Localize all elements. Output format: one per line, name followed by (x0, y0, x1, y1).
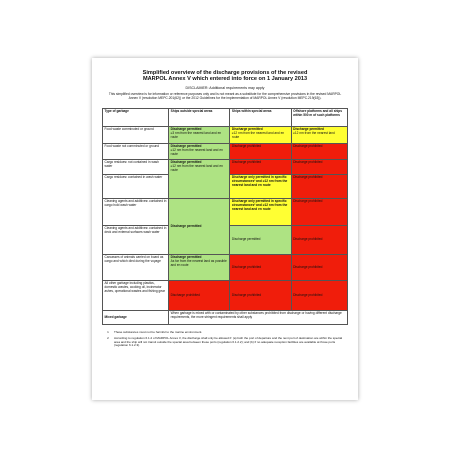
cell-outside: Discharge permitted ≥12 nm from the nearest land and en route (169, 160, 230, 199)
cell-outside: Discharge permitted ≥3 nm from the nearest land and en route (169, 127, 230, 144)
row-label: Mixed garbage (103, 311, 169, 325)
cell-offshore: Discharge prohibited (291, 199, 347, 226)
cell-outside: Discharge permitted ≥12 nm from the nearest land and en route (169, 144, 230, 160)
cell-within: Discharge permitted (230, 226, 291, 255)
footnote: 1 These substances must not be harmful to the marine environment. (107, 330, 203, 334)
title-line-1: Simplified overview of the discharge provisions of the revised (142, 70, 308, 76)
row-label: Cleaning agents and additives¹ contained in cargo hold wash water (103, 199, 169, 226)
table-row-mixed (103, 311, 348, 325)
title-line-2: MARPOL Annex V which entered into force on 1 January 2013 (142, 76, 308, 83)
cell-within: Discharge prohibited (230, 255, 291, 281)
row-label: Cargo residues¹ not contained in wash water (103, 160, 169, 175)
row-label: Cleaning agents and additives¹ contained in deck and external surfaces wash water (103, 226, 169, 255)
table-row (103, 144, 348, 160)
header-outside: Ships outside special areas (169, 109, 230, 127)
header-offshore: Offshore platforms and all ships within 500 m of such platforms (291, 109, 347, 127)
cell-offshore: Discharge prohibited (291, 255, 347, 281)
cell-offshore: Discharge prohibited (291, 160, 347, 175)
document-page (92, 58, 358, 400)
cell-outside: Discharge prohibited (169, 281, 230, 311)
mixed-garbage-text: When garbage is mixed with or contaminated by other substances prohibited from discharge or having different discharge requirements, the more stringent requirements shall apply (169, 311, 348, 325)
cell-within: Discharge only permitted in specific circumstances² and ≥12 nm from the nearest land and en route (230, 199, 291, 226)
row-label: Food waste not comminuted or ground (103, 144, 169, 160)
cell-offshore: Discharge prohibited (291, 144, 347, 160)
header-type: Type of garbage (103, 109, 169, 127)
cell-offshore: Discharge permitted ≥12 nm from the nearest land (291, 127, 347, 144)
row-label: Food waste comminuted or ground (103, 127, 169, 144)
table-row (103, 127, 348, 144)
cell-offshore: Discharge prohibited (291, 281, 347, 311)
cell-offshore: Discharge prohibited (291, 175, 347, 199)
row-label: Cargo residues¹ contained in wash water (103, 175, 169, 199)
discharge-table (102, 108, 348, 325)
footnote: 2 According to regulation 6.1.2 of MARPOL Annex V, the discharge shall only be allowed if: (a) both the port of departure and the next port of destination are within the special area and the ship will not transit outside the special area between these ports (regulation 6.1.2.2); and (b) if no adequate reception facilities are available at those ports (regulation 6.1.2.3). (107, 335, 343, 348)
cell-within: Discharge prohibited (230, 281, 291, 311)
document-title (102, 70, 348, 83)
row-label: Carcasses of animals carried on board as cargo and which died during the voyage (103, 255, 169, 281)
intro-text: This simplified overview is for information or reference purposes only and is not meant as a substitute for the comprehensive provisions in the revised MARPOL Annex V (resolution MEPC.201(62)) or the 2012 Guidelines for the implementation of MARPOL Annex V (resolution MEPC.219(63)). (108, 91, 342, 100)
row-label: All other garbage including plastics, domestic wastes, cooking oil, incinerator ashes, operational wastes and fishing gear (103, 281, 169, 311)
cell-within: Discharge only permitted in specific circumstances² and ≥12 nm from the nearest land and en route (230, 175, 291, 199)
cell-within: Discharge prohibited (230, 160, 291, 175)
cell-within: Discharge prohibited (230, 144, 291, 160)
cell-within: Discharge permitted ≥12 nm from the nearest land and en route (230, 127, 291, 144)
table-header-row (103, 109, 348, 127)
disclaimer: DISCLAIMER: Additional requirements may apply (185, 85, 265, 90)
cell-offshore: Discharge prohibited (291, 226, 347, 255)
table-row (103, 255, 348, 281)
cell-outside: Discharge permitted As far from the nearest land as possible and en route (169, 255, 230, 281)
cell-outside: Discharge permitted (169, 199, 230, 255)
table-row (103, 281, 348, 311)
table-row (103, 160, 348, 175)
footnotes (102, 331, 348, 348)
table-row (103, 199, 348, 226)
header-within: Ships within special areas (230, 109, 291, 127)
